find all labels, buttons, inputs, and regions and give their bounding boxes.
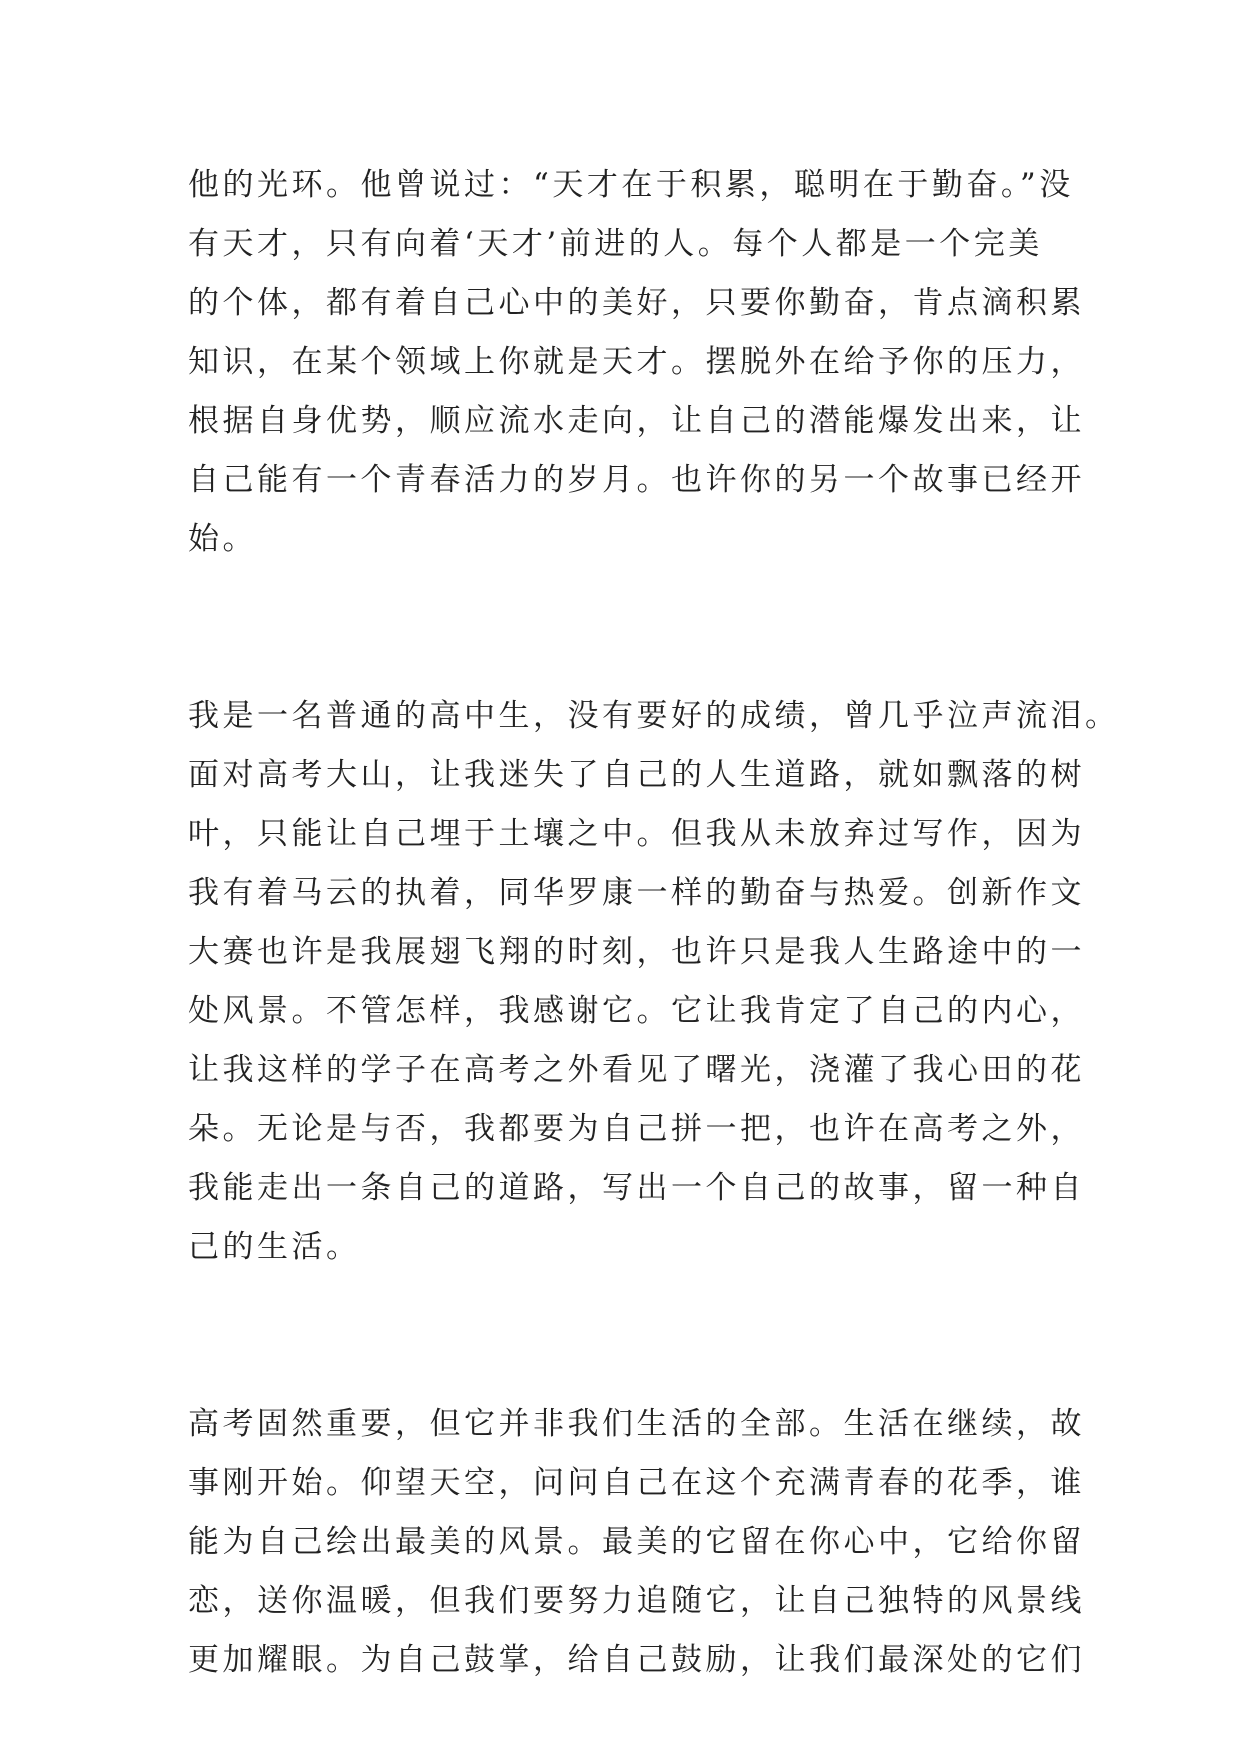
- text-line: 自己能有一个青春活力的岁月。也许你的另一个故事已经开: [188, 462, 1085, 498]
- text-line: 知识，在某个领域上你就是天才。摆脱外在给予你的压力，: [188, 344, 1085, 380]
- paragraph: [188, 1395, 1085, 1690]
- text-line: 他的光环。他曾说过：“天才在于积累，聪明在于勤奋。”没: [188, 167, 1074, 203]
- text-line: 让我这样的学子在高考之外看见了曙光，浇灌了我心田的花: [188, 1052, 1085, 1088]
- paragraph-spacer: [188, 1277, 1068, 1395]
- paragraph: [188, 687, 1120, 1277]
- text-line: 事刚开始。仰望天空，问问自己在这个充满青春的花季，谁: [188, 1465, 1085, 1501]
- text-line: 朵。无论是与否，我都要为自己拼一把，也许在高考之外，: [188, 1111, 1085, 1147]
- paragraph-spacer: [188, 569, 1068, 687]
- text-line: 大赛也许是我展翅飞翔的时刻，也许只是我人生路途中的一: [188, 934, 1085, 970]
- text-line: 叶，只能让自己埋于土壤之中。但我从未放弃过写作，因为: [188, 816, 1085, 852]
- text-line: 更加耀眼。为自己鼓掌，给自己鼓励，让我们最深处的它们: [188, 1642, 1085, 1678]
- text-line: 恋，送你温暖，但我们要努力追随它，让自己独特的风景线: [188, 1583, 1085, 1619]
- text-line: 的个体，都有着自己心中的美好，只要你勤奋，肯点滴积累: [188, 285, 1085, 321]
- text-line: 我是一名普通的高中生，没有要好的成绩，曾几乎泣声流泪。: [188, 698, 1120, 734]
- text-line: 己的生活。: [188, 1229, 361, 1265]
- text-line: 高考固然重要，但它并非我们生活的全部。生活在继续，故: [188, 1406, 1085, 1442]
- text-line: 根据自身优势，顺应流水走向，让自己的潜能爆发出来，让: [188, 403, 1085, 439]
- text-line: 处风景。不管怎样，我感谢它。它让我肯定了自己的内心，: [188, 993, 1085, 1029]
- paragraph: [188, 156, 1085, 569]
- text-line: 面对高考大山，让我迷失了自己的人生道路，就如飘落的树: [188, 757, 1085, 793]
- text-line: 有天才，只有向着‘天才’前进的人。每个人都是一个完美: [188, 226, 1043, 262]
- text-line: 能为自己绘出最美的风景。最美的它留在你心中，它给你留: [188, 1524, 1085, 1560]
- text-line: 始。: [188, 521, 257, 557]
- text-line: 我有着马云的执着，同华罗康一样的勤奋与热爱。创新作文: [188, 875, 1085, 911]
- document-body: [188, 156, 1120, 1690]
- text-line: 我能走出一条自己的道路，写出一个自己的故事，留一种自: [188, 1170, 1085, 1206]
